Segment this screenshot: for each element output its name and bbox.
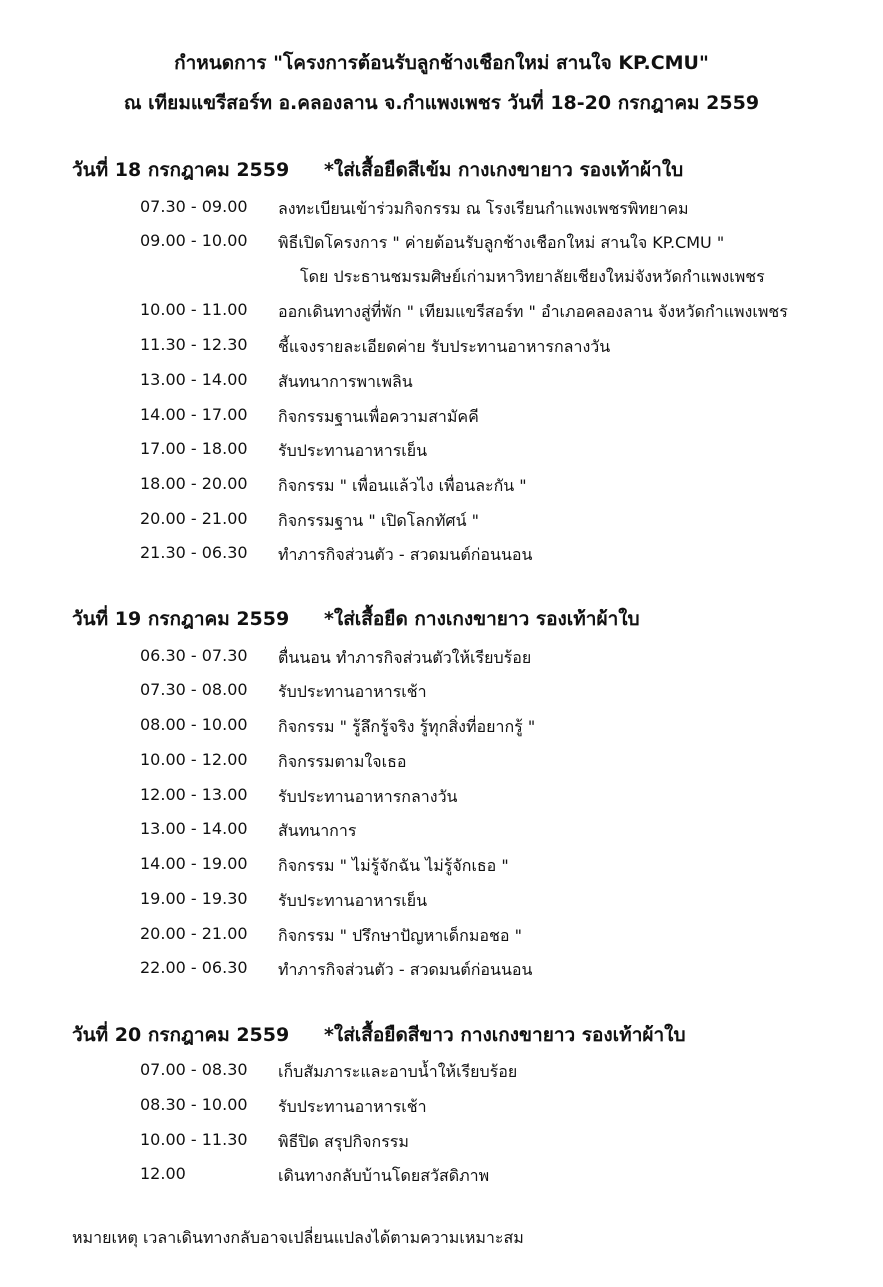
schedule-row [0,370,883,404]
schedule-row [0,1095,883,1129]
schedule-row [0,750,883,784]
row-time: 11.30 - 12.30 [140,335,248,354]
footnote: หมายเหตุ เวลาเดินทางกลับอาจเปลี่ยนแปลงได้ตามความเหมาะสม [72,1228,524,1247]
row-activity: กิจกรรม " ไม่รู้จักฉัน ไม่รู้จักเธอ " [278,856,509,875]
schedule-row [0,1060,883,1094]
row-activity: รับประทานอาหารเย็น [278,441,428,460]
document-title: กำหนดการ "โครงการต้อนรับลูกช้างเชือกใหม่ สานใจ KP.CMU" [174,52,709,74]
schedule-row [0,405,883,439]
dress-code: *ใส่เสื้อยืด กางเกงขายาว รองเท้าผ้าใบ [324,608,640,630]
schedule-row [0,646,883,680]
schedule-row [0,1164,883,1198]
schedule-row [0,785,883,819]
row-activity: ลงทะเบียนเข้าร่วมกิจกรรม ณ โรงเรียนกำแพงเพชรพิทยาคม [278,199,689,218]
row-time: 20.00 - 21.00 [140,509,248,528]
row-time: 07.30 - 08.00 [140,680,248,699]
row-time: 17.00 - 18.00 [140,439,248,458]
row-time: 19.00 - 19.30 [140,889,248,908]
row-time: 10.00 - 11.30 [140,1130,248,1149]
row-activity: ทำภารกิจส่วนตัว - สวดมนต์ก่อนนอน [278,960,533,979]
row-activity: กิจกรรมฐานเพื่อความสามัคคี [278,407,479,426]
row-activity: ทำภารกิจส่วนตัว - สวดมนต์ก่อนนอน [278,545,533,564]
row-time: 07.00 - 08.30 [140,1060,248,1079]
row-time: 10.00 - 11.00 [140,300,248,319]
row-time: 10.00 - 12.00 [140,750,248,769]
row-activity: พิธีปิด สรุปกิจกรรม [278,1132,409,1151]
schedule-row [0,854,883,888]
schedule-row [0,231,883,265]
row-time: 13.00 - 14.00 [140,819,248,838]
row-time: 18.00 - 20.00 [140,474,248,493]
schedule-row [0,300,883,334]
schedule-row [0,924,883,958]
schedule-row [0,889,883,923]
schedule-row [0,439,883,473]
row-activity: กิจกรรมตามใจเธอ [278,752,407,771]
row-time: 13.00 - 14.00 [140,370,248,389]
schedule-row [0,509,883,543]
row-activity: กิจกรรม " รู้ลึกรู้จริง รู้ทุกสิ่งที่อยากรู้ " [278,717,536,736]
row-time: 06.30 - 07.30 [140,646,248,665]
row-time: 08.00 - 10.00 [140,715,248,734]
schedule-row [0,1130,883,1164]
row-activity: สันทนาการ [278,821,357,840]
document-subtitle: ณ เทียมแขรีสอร์ท อ.คลองลาน จ.กำแพงเพชร วันที่ 18-20 กรกฎาคม 2559 [123,92,760,114]
schedule-row [0,197,883,231]
day-heading [72,1020,686,1050]
day-date: วันที่ 18 กรกฎาคม 2559 [72,159,290,181]
row-activity: รับประทานอาหารเช้า [278,1097,427,1116]
row-activity: กิจกรรม " ปรึกษาปัญหาเด็กมอชอ " [278,926,522,945]
row-activity: กิจกรรมฐาน " เปิดโลกทัศน์ " [278,511,479,530]
row-time: 14.00 - 17.00 [140,405,248,424]
schedule-row [0,715,883,749]
row-activity: รับประทานอาหารเช้า [278,682,427,701]
dress-code: *ใส่เสื้อยืดสีเข้ม กางเกงขายาว รองเท้าผ้าใบ [324,159,684,181]
schedule-row [0,335,883,369]
schedule-row [0,958,883,992]
row-activity: ตื่นนอน ทำภารกิจส่วนตัวให้เรียบร้อย [278,648,532,667]
row-activity: พิธีเปิดโครงการ " ค่ายต้อนรับลูกช้างเชือกใหม่ สานใจ KP.CMU " [278,233,725,252]
row-activity: ออกเดินทางสู่ที่พัก " เทียมแขรีสอร์ท " อำเภอคลองลาน จังหวัดกำแพงเพชร [278,302,788,321]
row-time: 08.30 - 10.00 [140,1095,248,1114]
row-time: 12.00 [140,1164,186,1183]
schedule-row [0,819,883,853]
schedule-row [0,543,883,577]
row-time: 07.30 - 09.00 [140,197,248,216]
day-date: วันที่ 19 กรกฎาคม 2559 [72,608,290,630]
row-time: 22.00 - 06.30 [140,958,248,977]
schedule-row [0,680,883,714]
row-activity: เดินทางกลับบ้านโดยสวัสดิภาพ [278,1166,490,1185]
day-date: วันที่ 20 กรกฎาคม 2559 [72,1024,290,1046]
day-heading [72,604,640,634]
row-activity: ชี้แจงรายละเอียดค่าย รับประทานอาหารกลางวัน [278,337,611,356]
schedule-row [0,474,883,508]
dress-code: *ใส่เสื้อยืดสีขาว กางเกงขายาว รองเท้าผ้าใบ [324,1024,686,1046]
row-activity: เก็บสัมภาระและอาบน้ำให้เรียบร้อย [278,1062,518,1081]
row-time: 20.00 - 21.00 [140,924,248,943]
row-time: 21.30 - 06.30 [140,543,248,562]
row-activity: รับประทานอาหารเย็น [278,891,428,910]
row-time: 09.00 - 10.00 [140,231,248,250]
day-heading [72,155,684,185]
schedule-row [0,265,883,299]
row-activity: โดย ประธานชมรมศิษย์เก่ามหาวิทยาลัยเชียงใหม่จังหวัดกำแพงเพชร [300,267,765,286]
row-activity: สันทนาการพาเพลิน [278,372,413,391]
row-activity: กิจกรรม " เพื่อนแล้วไง เพื่อนละกัน " [278,476,527,495]
row-time: 12.00 - 13.00 [140,785,248,804]
row-activity: รับประทานอาหารกลางวัน [278,787,458,806]
row-time: 14.00 - 19.00 [140,854,248,873]
